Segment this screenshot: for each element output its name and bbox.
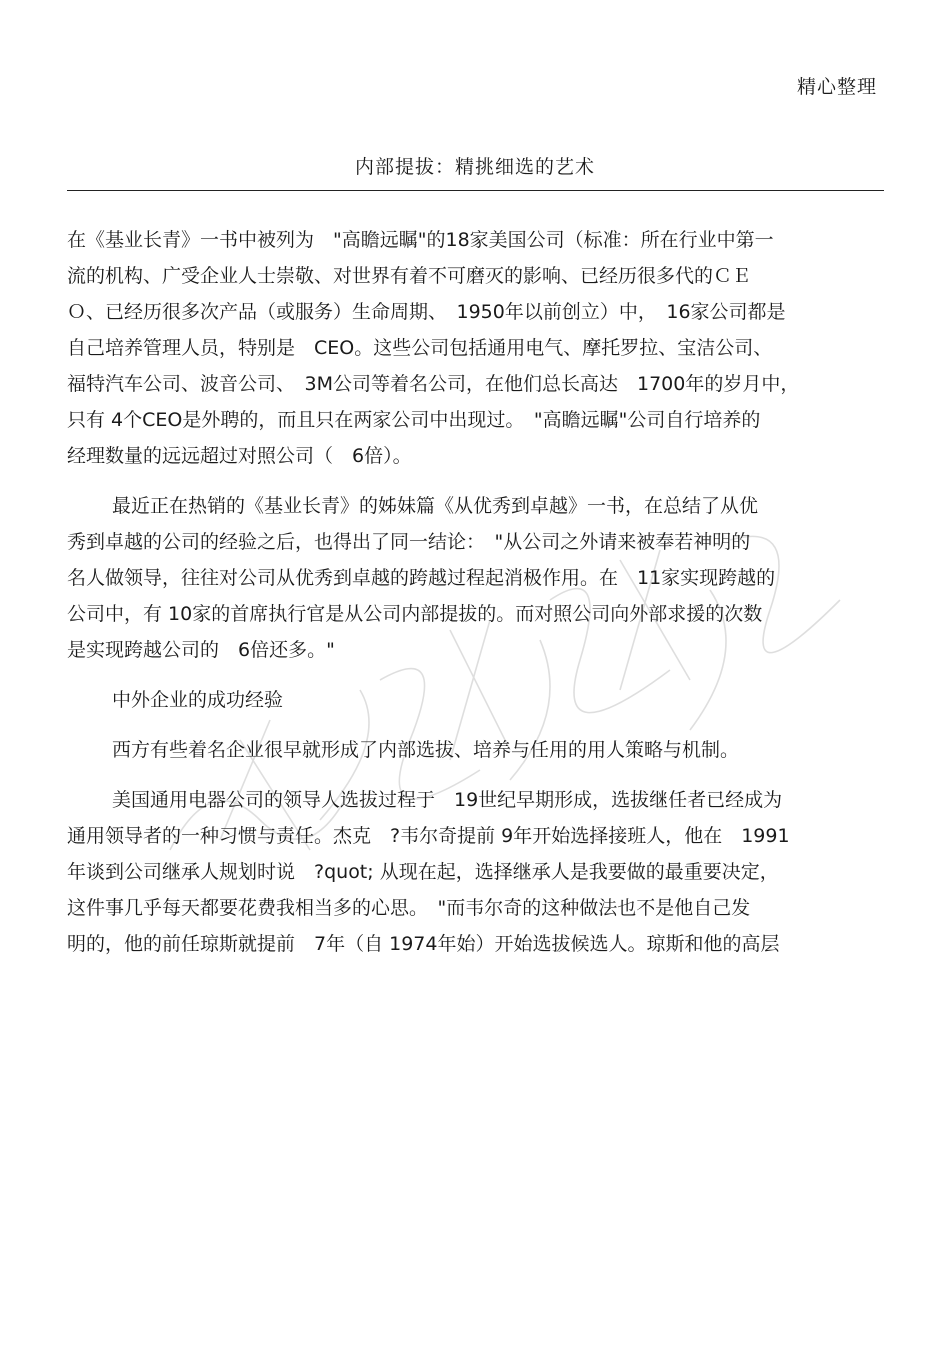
page-title: 内部提拔：精挑细选的艺术 xyxy=(354,156,595,178)
text-line: 只有 4个CEO是外聘的，而且只在两家公司中出现过。 "高瞻远瞩"公司自行培养的 xyxy=(67,409,761,431)
text-line: 公司中，有 10家的首席执行官是从公司内部提拔的。而对照公司向外部求援的次数 xyxy=(67,603,763,625)
text-line: 通用领导者的一种习惯与责任。杰克 ?韦尔奇提前 9年开始选择接班人，他在 1991 xyxy=(67,825,790,847)
text-line: 秀到卓越的公司的经验之后，也得出了同一结论： "从公司之外请来被奉若神明的 xyxy=(67,531,751,553)
text-line: 是实现跨越公司的 6倍还多。" xyxy=(67,639,335,661)
paragraph-3: 西方有些着名企业很早就形成了内部选拔、培养与任用的用人策略与机制。 xyxy=(112,739,740,761)
text-line: 流的机构、广受企业人士崇敬、对世界有着不可磨灭的影响、已经历很多代的ＣＥ xyxy=(67,265,752,287)
document-body xyxy=(67,222,887,962)
paragraph-4 xyxy=(67,782,887,962)
text-line: 年谈到公司继承人规划时说 ?quot; 从现在起，选择继承人是我要做的最重要决定， xyxy=(67,861,779,883)
header-note: 精心整理 xyxy=(796,76,877,98)
paragraph-1 xyxy=(67,222,887,474)
paragraph-2 xyxy=(67,488,887,668)
text-line: 自己培养管理人员，特别是 CEO。这些公司包括通用电气、摩托罗拉、宝洁公司、 xyxy=(67,337,773,359)
text-line: 这件事几乎每天都要花费我相当多的心思。 "而韦尔奇的这种做法也不是他自己发 xyxy=(67,897,751,919)
text-line: 最近正在热销的《基业长青》的姊妹篇《从优秀到卓越》一书，在总结了从优 xyxy=(112,495,759,517)
text-line: 明的，他的前任琼斯就提前 7年（自 1974年始）开始选拔候选人。琼斯和他的高层 xyxy=(67,933,780,955)
text-line: 美国通用电器公司的领导人选拔过程于 19世纪早期形成，选拔继任者已经成为 xyxy=(112,789,783,811)
section-heading: 中外企业的成功经验 xyxy=(112,689,284,711)
text-line: 在《基业长青》一书中被列为 "高瞻远瞩"的18家美国公司（标准：所在行业中第一 xyxy=(67,229,774,251)
title-divider xyxy=(67,190,884,191)
text-line: Ｏ、已经历很多次产品（或服务）生命周期、 1950年以前创立）中， 16家公司都是 xyxy=(67,301,786,323)
text-line: 名人做领导，往往对公司从优秀到卓越的跨越过程起消极作用。在 11家实现跨越的 xyxy=(67,567,776,589)
text-line: 经理数量的远远超过对照公司（ 6倍）。 xyxy=(67,445,412,467)
text-line: 福特汽车公司、波音公司、 3M公司等着名公司，在他们总长高达 1700年的岁月中， xyxy=(67,373,800,395)
